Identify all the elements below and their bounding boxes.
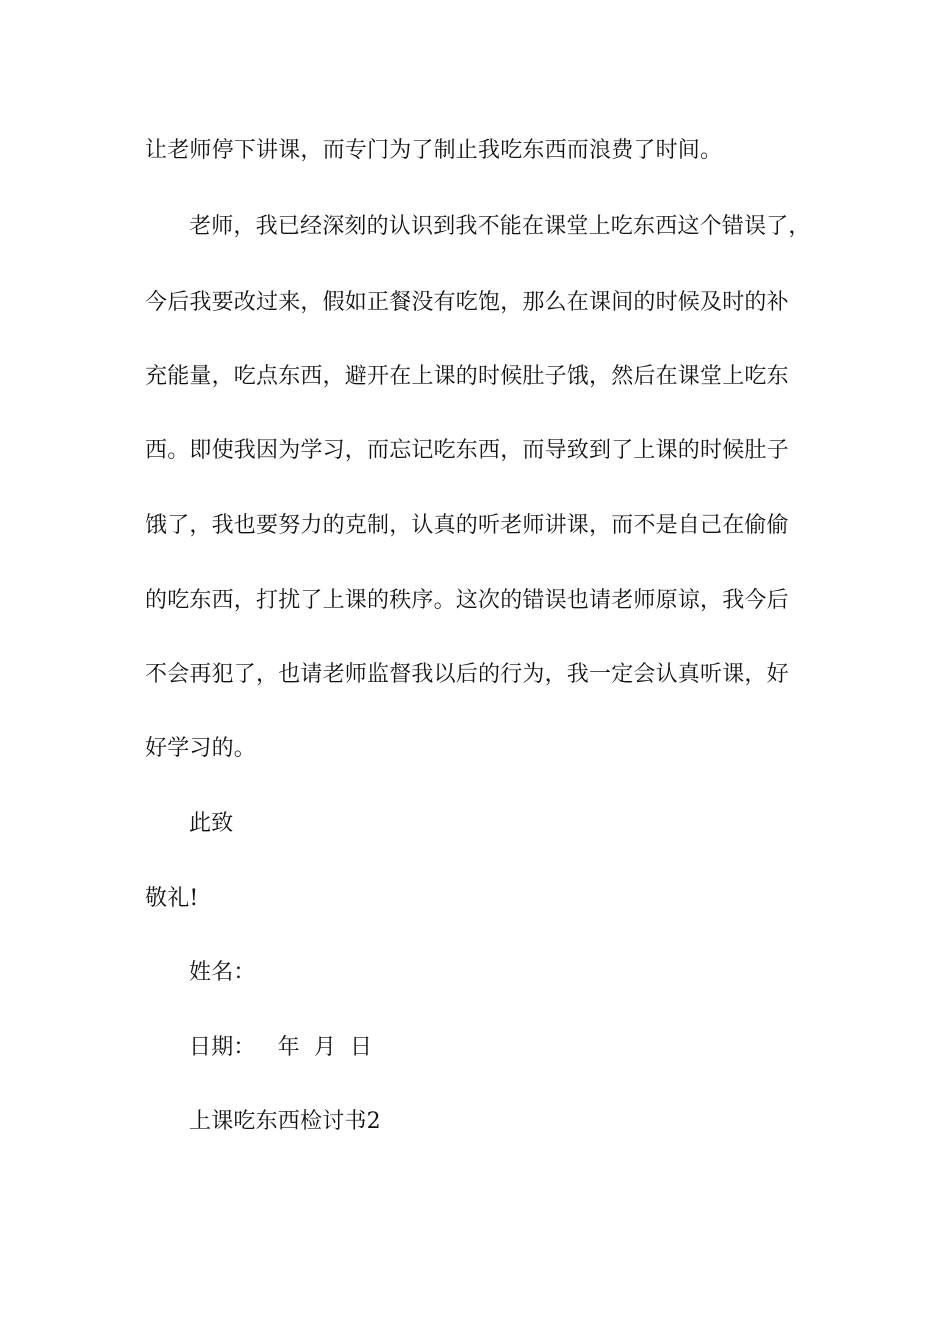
paragraph-line: 充能量，吃点东西，避开在上课的时候肚子饿，然后在课堂上吃东: [145, 364, 789, 389]
date-row: [189, 1033, 372, 1063]
paragraph-line: 饿了，我也要努力的克制，认真的听老师讲课，而不是自己在偷偷: [145, 513, 789, 538]
paragraph-line: 今后我要改过来，假如正餐没有吃饱，那么在课间的时候及时的补: [145, 290, 789, 315]
closing-text: 此致: [189, 811, 234, 836]
paragraph-line: 的吃东西，打扰了上课的秩序。这次的错误也请老师原谅，我今后: [145, 588, 789, 613]
date-year: 年: [277, 1035, 300, 1060]
paragraph-line: 好学习的。: [145, 736, 257, 761]
paragraph-line: 让老师停下讲课，而专门为了制止我吃东西而浪费了时间。: [145, 138, 723, 163]
salute-text: 敬礼!: [145, 886, 199, 911]
name-label: 姓名：: [189, 960, 256, 985]
paragraph-line: 西。即使我因为学习，而忘记吃东西，而导致到了上课的时候肚子: [145, 438, 789, 463]
date-day: 日: [350, 1035, 373, 1060]
paragraph-line: 不会再犯了，也请老师监督我以后的行为，我一定会认真听课，好: [145, 662, 789, 687]
next-section-title: 上课吃东西检讨书2: [189, 1109, 381, 1134]
date-month: 月: [313, 1035, 337, 1060]
paragraph-line: 老师，我已经深刻的认识到我不能在课堂上吃东西这个错误了，: [189, 214, 811, 239]
date-label: 日期：: [189, 1035, 256, 1060]
